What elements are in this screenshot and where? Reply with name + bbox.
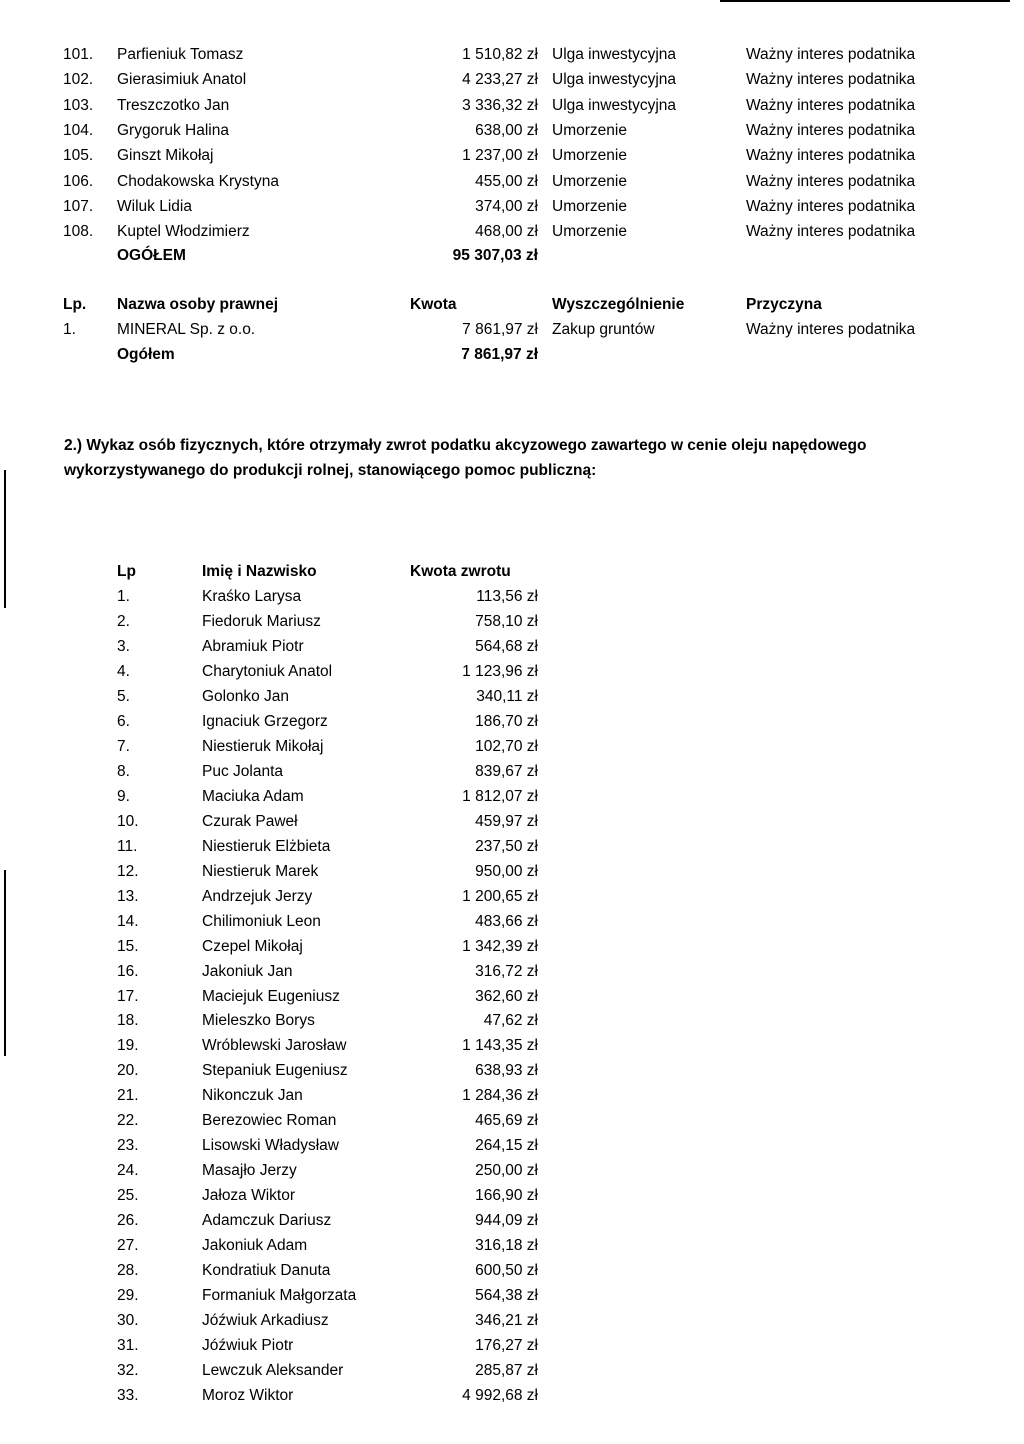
header-amount: Kwota zwrotu [410,563,511,580]
row-lp: 16. [117,962,139,980]
table-row [0,1185,1024,1207]
row-name: Formaniuk Małgorzata [202,1287,357,1305]
header-name: Nazwa osoby prawnej [117,296,279,313]
table-row [0,886,1024,908]
table-row [0,986,1024,1008]
row-lp: 7. [117,737,130,755]
row-lp: 17. [117,987,139,1005]
table-row [0,611,1024,633]
table-row [0,636,1024,658]
row-amount: 250,00 zł [475,1162,538,1180]
row-amount: 346,21 zł [475,1312,538,1330]
row-name: Adamczuk Dariusz [202,1212,332,1230]
table-row [0,586,1024,608]
row-amount: 459,97 zł [475,812,538,830]
row-lp: 4. [117,662,130,680]
section2-table-header [0,561,1024,583]
row-amount: 638,00 zł [475,121,538,139]
row-amount: 316,18 zł [475,1237,538,1255]
table-row [0,736,1024,758]
row-name: Kuptel Włodzimierz [117,223,250,241]
row-name: Maciuka Adam [202,787,304,805]
table-row [0,1210,1024,1232]
header-reason: Przyczyna [746,296,822,313]
row-amount: 455,00 zł [475,172,538,190]
row-amount: 839,67 zł [475,762,538,780]
row-name: Parfieniuk Tomasz [117,46,244,63]
row-name: Stepaniuk Eugeniusz [202,1062,348,1080]
row-amount: 176,27 zł [475,1337,538,1355]
row-reason: Ważny interes podatnika [746,121,916,139]
row-amount: 7 861,97 zł [462,321,538,338]
row-amount: 944,09 zł [475,1212,538,1230]
total-label: Ogółem [117,346,175,363]
row-lp: 8. [117,762,130,780]
row-amount: 3 336,32 zł [462,96,538,114]
section1-total-row [0,245,1024,267]
row-reason: Ważny interes podatnika [746,321,916,338]
row-name: Kraśko Larysa [202,588,302,605]
row-name: Puc Jolanta [202,762,283,780]
row-lp: 3. [117,637,130,655]
header-spec: Wyszczególnienie [552,296,685,313]
table-row [0,1060,1024,1082]
row-name: Nikonczuk Jan [202,1087,303,1105]
row-name: Jałoza Wiktor [202,1187,296,1205]
row-lp: 14. [117,912,139,930]
table-row [0,961,1024,983]
row-amount: 1 143,35 zł [462,1037,538,1055]
table-row [0,1360,1024,1382]
row-lp: 108. [63,223,94,241]
row-reason: Ważny interes podatnika [746,223,916,241]
row-lp: 18. [117,1012,139,1030]
row-lp: 1. [117,588,130,605]
row-name: Czepel Mikołaj [202,937,303,955]
row-name: MINERAL Sp. z o.o. [117,321,256,338]
row-name: Charytoniuk Anatol [202,662,333,680]
row-lp: 23. [117,1137,139,1155]
row-reason: Ważny interes podatnika [746,172,916,190]
total-amount: 7 861,97 zł [461,346,538,363]
row-reason: Ważny interes podatnika [746,71,916,89]
row-name: Mieleszko Borys [202,1012,315,1030]
row-name: Niestieruk Marek [202,862,319,880]
header-amount: Kwota [410,296,457,313]
row-amount: 166,90 zł [475,1187,538,1205]
row-spec: Umorzenie [552,223,627,241]
row-lp: 24. [117,1162,139,1180]
legal-total-row [0,344,1024,366]
table-row [0,836,1024,858]
table-row [0,1010,1024,1032]
row-lp: 107. [63,197,94,215]
row-spec: Umorzenie [552,172,627,190]
row-amount: 468,00 zł [475,223,538,241]
row-name: Jakoniuk Jan [202,962,293,980]
table-row [0,1285,1024,1307]
table-row [0,1160,1024,1182]
row-lp: 5. [117,687,130,705]
row-name: Masajło Jerzy [202,1162,297,1180]
row-name: Gierasimiuk Anatol [117,71,247,89]
row-name: Niestieruk Mikołaj [202,737,324,755]
row-name: Kondratiuk Danuta [202,1262,331,1280]
row-name: Berezowiec Roman [202,1112,337,1130]
row-amount: 1 812,07 zł [462,787,538,805]
table-row [0,911,1024,933]
row-amount: 4 233,27 zł [462,71,538,89]
row-spec: Umorzenie [552,197,627,215]
row-lp: 21. [117,1087,139,1105]
row-amount: 638,93 zł [475,1062,538,1080]
row-amount: 1 342,39 zł [462,937,538,955]
row-amount: 564,38 zł [475,1287,538,1305]
table-row [0,171,1024,193]
row-lp: 19. [117,1037,139,1055]
row-amount: 264,15 zł [475,1137,538,1155]
row-amount: 47,62 zł [483,1012,538,1030]
row-name: Niestieruk Elżbieta [202,837,331,855]
top-rule [720,0,1010,2]
row-name: Jakoniuk Adam [202,1237,308,1255]
row-lp: 27. [117,1237,139,1255]
table-row [0,196,1024,218]
table-row [0,319,1024,341]
table-row [0,1310,1024,1332]
row-name: Wiluk Lidia [117,197,192,215]
row-name: Lewczuk Aleksander [202,1362,344,1380]
row-amount: 1 510,82 zł [462,46,538,63]
table-row [0,1260,1024,1282]
row-name: Chilimoniuk Leon [202,912,321,930]
table-row [0,69,1024,91]
row-name: Czurak Paweł [202,812,298,830]
row-lp: 32. [117,1362,139,1380]
table-row [0,1085,1024,1107]
table-row [0,1235,1024,1257]
row-amount: 758,10 zł [475,612,538,630]
table-row [0,1035,1024,1057]
row-lp: 1. [63,321,76,338]
row-lp: 10. [117,812,139,830]
row-amount: 362,60 zł [475,987,538,1005]
row-spec: Ulga inwestycyjna [552,96,677,114]
row-amount: 1 123,96 zł [462,662,538,680]
row-lp: 106. [63,172,94,190]
row-spec: Umorzenie [552,147,627,165]
table-row [0,786,1024,808]
table-row [0,120,1024,142]
row-amount: 4 992,68 zł [462,1387,538,1405]
row-amount: 316,72 zł [475,962,538,980]
row-name: Jóźwiuk Piotr [202,1337,294,1355]
table-row [0,1135,1024,1157]
row-reason: Ważny interes podatnika [746,96,916,114]
row-amount: 1 200,65 zł [462,887,538,905]
row-lp: 104. [63,121,94,139]
row-lp: 103. [63,96,94,114]
section2-heading: 2.) Wykaz osób fizycznych, które otrzymały zwrot podatku akcyzowego zawartego w cenie oleju napędowego wykorzystywanego do produkcji rolnej, stanowiącego pomoc publiczną: [64,437,867,479]
table-row [0,861,1024,883]
row-amount: 285,87 zł [475,1362,538,1380]
table-row [0,95,1024,117]
table-row [0,661,1024,683]
row-amount: 950,00 zł [475,862,538,880]
row-lp: 102. [63,71,94,89]
row-name: Ignaciuk Grzegorz [202,712,328,730]
row-lp: 12. [117,862,139,880]
row-amount: 374,00 zł [475,197,538,215]
row-amount: 564,68 zł [475,637,538,655]
row-reason: Ważny interes podatnika [746,46,916,63]
total-label: OGÓŁEM [117,247,186,264]
row-spec: Zakup gruntów [552,321,655,338]
row-lp: 105. [63,147,94,165]
row-spec: Ulga inwestycyjna [552,71,677,89]
total-amount: 95 307,03 zł [452,247,538,264]
row-amount: 102,70 zł [475,737,538,755]
row-lp: 22. [117,1112,139,1130]
row-name: Chodakowska Krystyna [117,172,279,190]
table-row [0,686,1024,708]
row-name: Andrzejuk Jerzy [202,887,313,905]
row-lp: 29. [117,1287,139,1305]
row-spec: Ulga inwestycyjna [552,46,677,63]
row-lp: 101. [63,46,94,63]
row-name: Maciejuk Eugeniusz [202,987,340,1005]
row-spec: Umorzenie [552,121,627,139]
row-name: Jóźwiuk Arkadiusz [202,1312,329,1330]
table-row [0,221,1024,243]
row-name: Moroz Wiktor [202,1387,294,1405]
table-row [0,811,1024,833]
row-amount: 113,56 zł [476,588,538,605]
row-amount: 1 237,00 zł [462,147,538,165]
row-amount: 340,11 zł [476,687,538,705]
header-name: Imię i Nazwisko [202,563,317,580]
row-name: Fiedoruk Mariusz [202,612,321,630]
row-name: Golonko Jan [202,687,290,705]
row-lp: 2. [117,612,130,630]
table-row [0,44,1024,66]
row-lp: 31. [117,1337,139,1355]
row-reason: Ważny interes podatnika [746,197,916,215]
row-name: Wróblewski Jarosław [202,1037,347,1055]
row-amount: 186,70 zł [475,712,538,730]
row-lp: 13. [117,887,139,905]
table-row [0,145,1024,167]
row-name: Grygoruk Halina [117,121,229,139]
row-reason: Ważny interes podatnika [746,147,916,165]
row-amount: 465,69 zł [475,1112,538,1130]
row-name: Treszczotko Jan [117,96,230,114]
row-lp: 20. [117,1062,139,1080]
row-amount: 483,66 zł [475,912,538,930]
table-row [0,936,1024,958]
row-lp: 15. [117,937,139,955]
row-lp: 33. [117,1387,139,1405]
row-name: Abramiuk Piotr [202,637,304,655]
row-lp: 25. [117,1187,139,1205]
header-lp: Lp [117,563,136,580]
row-lp: 26. [117,1212,139,1230]
header-lp: Lp. [63,296,87,313]
row-amount: 600,50 zł [475,1262,538,1280]
legal-table-header [0,294,1024,316]
row-lp: 30. [117,1312,139,1330]
row-amount: 237,50 zł [475,837,538,855]
row-lp: 28. [117,1262,139,1280]
row-lp: 11. [117,837,138,855]
row-lp: 6. [117,712,130,730]
row-name: Ginszt Mikołaj [117,147,214,165]
table-row [0,711,1024,733]
row-name: Lisowski Władysław [202,1137,339,1155]
row-amount: 1 284,36 zł [462,1087,538,1105]
table-row [0,761,1024,783]
row-lp: 9. [117,787,130,805]
table-row [0,1385,1024,1407]
table-row [0,1335,1024,1357]
table-row [0,1110,1024,1132]
